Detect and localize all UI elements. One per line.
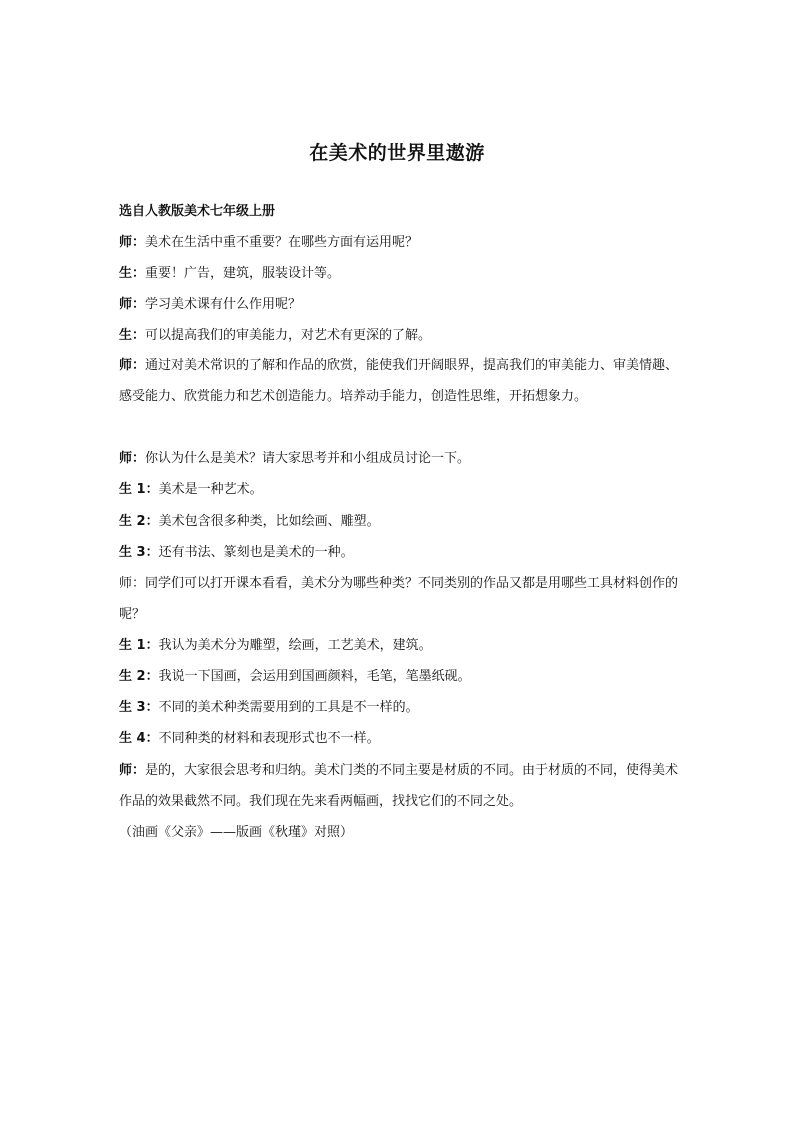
dialogue-line <box>119 630 689 661</box>
dialogue-line <box>119 723 689 754</box>
line-text: 美术在生活中重不重要？在哪些方面有运用呢？ <box>145 235 419 250</box>
line-text: 还有书法、篆刻也是美术的一种。 <box>158 545 354 560</box>
dialogue-line <box>119 258 689 289</box>
line-text: 同学们可以打开课本看看，美术分为哪些种类？不同类别的作品又都是用哪些工具材料创作的呢？ <box>119 576 679 622</box>
speaker-label: 师： <box>119 235 146 250</box>
speaker-label: 师： <box>119 358 146 373</box>
line-text: 美术包含很多种类，比如绘画、雕塑。 <box>158 514 380 529</box>
speaker-label: 生： <box>119 266 146 281</box>
speaker-label: 师： <box>119 763 146 778</box>
line-text: 通过对美术常识的了解和作品的欣赏，能使我们开阔眼界，提高我们的审美能力、审美情趣、感受能力、欣赏能力和艺术创造能力。培养动手能力，创造性思维，开拓想象力。 <box>119 358 679 404</box>
dialogue-line <box>119 350 689 412</box>
speaker-label: 生 3： <box>119 700 159 715</box>
page-title: 在美术的世界里遨游 <box>309 142 485 164</box>
line-text: （油画《父亲》——版画《秋瑾》对照） <box>119 825 354 840</box>
dialogue-line <box>119 568 689 630</box>
dialogue-line <box>119 661 689 692</box>
dialogue-line <box>119 537 689 568</box>
source-note: 选自人教版美术七年级上册 <box>119 204 276 219</box>
speaker-label: 生 4： <box>119 731 159 746</box>
speaker-label: 生 2： <box>119 669 159 684</box>
dialogue-line <box>119 443 689 474</box>
line-text: 是的，大家很会思考和归纳。美术门类的不同主要是材质的不同。由于材质的不同，使得美术作品的效果截然不同。我们现在先来看两幅画，找找它们的不同之处。 <box>119 763 679 809</box>
line-text: 可以提高我们的审美能力，对艺术有更深的了解。 <box>145 328 432 343</box>
speaker-label: 生 2： <box>119 514 159 529</box>
dialogue-line <box>119 320 689 351</box>
speaker-label: 师： <box>119 451 146 466</box>
dialogue-line <box>119 289 689 320</box>
line-text: 不同的美术种类需要用到的工具是不一样的。 <box>158 700 419 715</box>
line-text: 美术是一种艺术。 <box>158 482 263 497</box>
dialogue-line <box>119 227 689 258</box>
dialogue-line <box>119 474 689 505</box>
dialogue-line <box>119 755 689 817</box>
line-text: 学习美术课有什么作用呢？ <box>145 297 302 312</box>
speaker-label: 生 1： <box>119 482 159 497</box>
speaker-label: 师： <box>119 576 146 591</box>
speaker-label: 生： <box>119 328 146 343</box>
line-text: 不同种类的材料和表现形式也不一样。 <box>158 731 380 746</box>
line-text: 我说一下国画，会运用到国画颜料，毛笔，笔墨纸砚。 <box>158 669 471 684</box>
line-text: 我认为美术分为雕塑，绘画，工艺美术，建筑。 <box>158 638 432 653</box>
speaker-label: 生 1： <box>119 638 159 653</box>
dialogue-line <box>119 692 689 723</box>
line-text: 重要！广告，建筑，服装设计等。 <box>145 266 341 281</box>
stage-note <box>119 817 689 848</box>
speaker-label: 生 3： <box>119 545 159 560</box>
line-text: 你认为什么是美术？请大家思考并和小组成员讨论一下。 <box>145 451 471 466</box>
dialogue-line <box>119 506 689 537</box>
speaker-label: 师： <box>119 297 146 312</box>
